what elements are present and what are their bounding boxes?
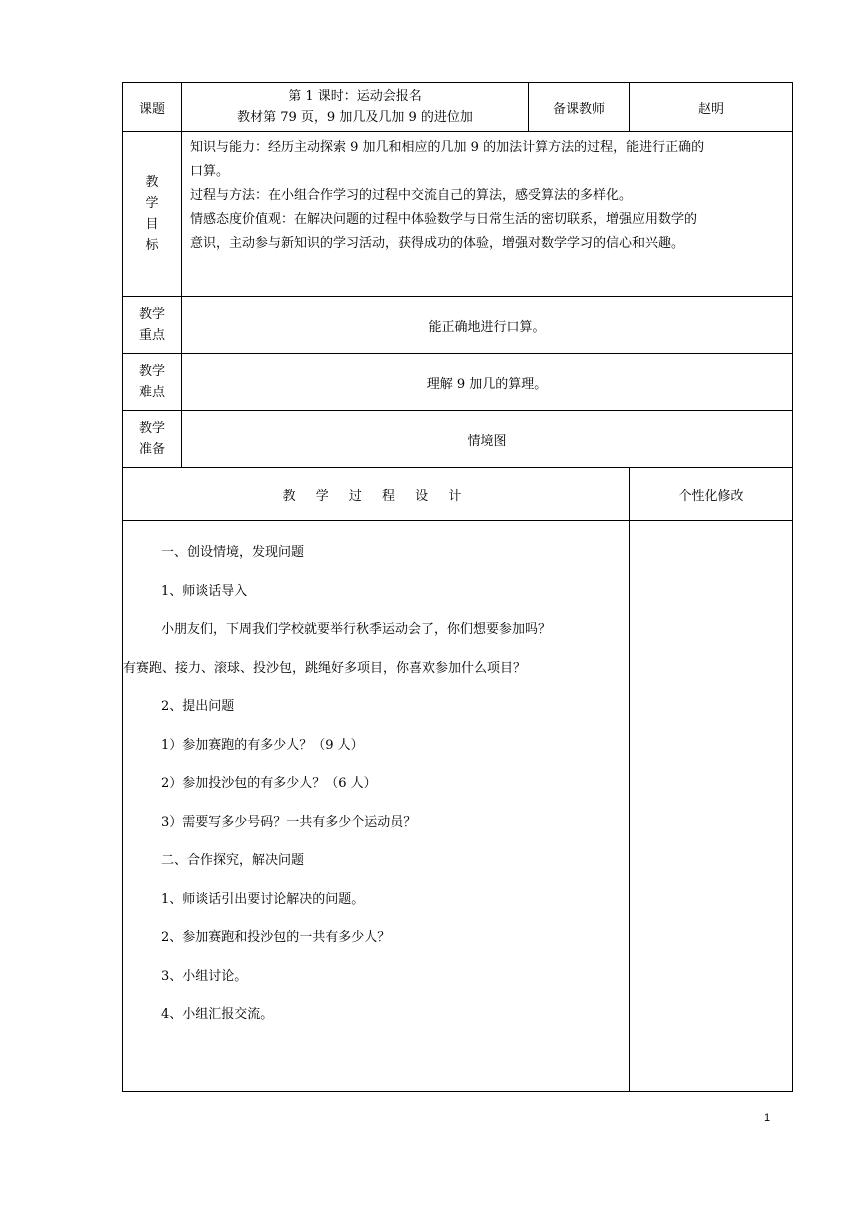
key-point-label-cell	[123, 297, 182, 354]
lesson-subtitle: 教材第 79 页，9 加几及几加 9 的进位加	[237, 110, 473, 125]
revision-header: 个性化修改	[678, 488, 744, 504]
teacher-label-cell	[529, 83, 630, 132]
objectives-label-char: 学	[145, 196, 159, 211]
objectives-label-char: 教	[145, 175, 159, 190]
process-header-row	[123, 468, 793, 521]
difficulty-label: 难点	[138, 385, 165, 400]
process-paragraph: 二、合作探究，解决问题	[161, 853, 305, 868]
process-header: 教 学 过 程 设 计	[282, 488, 470, 504]
objective-line: 知识与能力：经历主动探索 9 加几和相应的几加 9 的加法计算方法的过程，能进行正确的	[190, 140, 705, 155]
difficulty-row	[123, 354, 793, 411]
teacher-name-cell	[630, 83, 793, 132]
page-number: 1	[764, 1112, 771, 1124]
process-paragraph: 小朋友们，下周我们学校就要举行秋季运动会了，你们想要参加吗？	[161, 622, 552, 637]
teacher-label: 备课教师	[552, 101, 605, 117]
objectives-label-char: 标	[145, 238, 159, 253]
revision-header-cell	[630, 468, 793, 521]
process-paragraph: 一、创设情境，发现问题	[161, 545, 305, 560]
process-paragraph: 1、师谈话导入	[161, 583, 248, 599]
process-content-cell	[123, 521, 630, 1092]
objective-line: 情感态度价值观：在解决问题的过程中体验数学与日常生活的密切联系，增强应用数学的	[190, 212, 698, 227]
objectives-row	[123, 132, 793, 297]
difficulty-cell	[182, 354, 793, 411]
lesson-label: 课题	[138, 101, 165, 117]
process-paragraph: 1）参加赛跑的有多少人？（9 人）	[161, 737, 364, 753]
process-paragraph: 2）参加投沙包的有多少人？（6 人）	[161, 776, 377, 791]
process-paragraph: 1、师谈话引出要讨论解决的问题。	[161, 891, 365, 907]
preparation-cell	[182, 411, 793, 468]
lesson-title: 第 1 课时：运动会报名	[288, 89, 422, 104]
process-paragraph: 2、参加赛跑和投沙包的一共有多少人？	[161, 930, 391, 945]
preparation-row	[123, 411, 793, 468]
difficulty-text: 理解 9 加几的算理。	[426, 376, 548, 392]
key-point-row	[123, 297, 793, 354]
process-paragraph: 有赛跑、接力、滚球、投沙包，跳绳好多项目，你喜欢参加什么项目？	[123, 660, 527, 676]
objectives-content-cell	[182, 132, 793, 297]
key-point-label: 重点	[138, 328, 165, 343]
process-header-cell	[123, 468, 630, 521]
objective-line: 过程与方法：在小组合作学习的过程中交流自己的算法，感受算法的多样化。	[190, 188, 633, 203]
objective-line: 口算。	[190, 164, 230, 179]
process-content-row	[123, 521, 793, 1092]
preparation-label: 准备	[138, 442, 165, 457]
objective-line: 意识，主动参与新知识的学习活动，获得成功的体验，增强对数学学习的信心和兴趣。	[190, 236, 685, 251]
teacher-name: 赵明	[697, 101, 724, 117]
key-point-label: 教学	[138, 307, 165, 322]
process-paragraph: 3、小组讨论。	[161, 968, 248, 984]
lesson-label-cell	[123, 83, 182, 132]
lesson-plan-table	[122, 82, 793, 1092]
lesson-title-cell	[182, 83, 529, 132]
revision-content-cell	[630, 521, 793, 1092]
preparation-label: 教学	[138, 421, 165, 436]
preparation-text: 情境图	[467, 433, 507, 449]
objectives-label-char: 目	[145, 217, 159, 232]
key-point-text: 能正确地进行口算。	[428, 319, 546, 335]
objectives-label-cell	[123, 132, 182, 297]
preparation-label-cell	[123, 411, 182, 468]
process-paragraph: 2、提出问题	[161, 699, 235, 714]
key-point-cell	[182, 297, 793, 354]
difficulty-label: 教学	[138, 364, 165, 379]
difficulty-label-cell	[123, 354, 182, 411]
process-paragraph: 4、小组汇报交流。	[161, 1007, 274, 1022]
process-paragraph: 3）需要写多少号码？一共有多少个运动员？	[161, 814, 417, 830]
header-row	[123, 83, 793, 132]
